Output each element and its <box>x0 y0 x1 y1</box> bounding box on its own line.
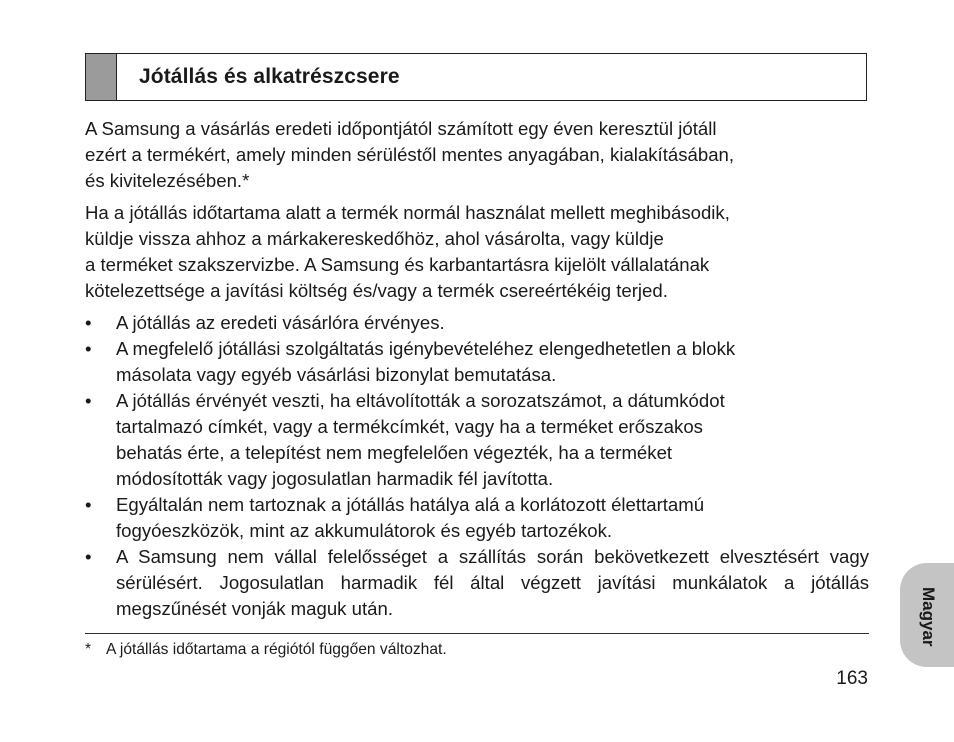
paragraph-line: A Samsung a vásárlás eredeti időpontjától számított egy éven keresztül jótáll <box>85 118 717 139</box>
list-item <box>85 492 869 544</box>
list-item-line: módosították vagy jogosulatlan harmadik fél javította. <box>116 468 554 489</box>
bullet-icon: • <box>85 494 92 515</box>
list-item-line: Egyáltalán nem tartoznak a jótállás hatálya alá a korlátozott élettartamú <box>116 494 705 515</box>
list-item-line: behatás érte, a telepítést nem megfelelően végezték, ha a terméket <box>116 442 673 463</box>
paragraph-line: a terméket szakszervizbe. A Samsung és karbantartásra kijelölt vállalatának <box>85 254 710 275</box>
list-item <box>85 310 869 336</box>
paragraph-warranty-period <box>85 116 869 194</box>
language-tab-label: Magyar <box>919 587 938 647</box>
body-content <box>85 116 869 622</box>
section-header-accent-bar <box>86 54 117 100</box>
paragraph-line: és kivitelezésében.* <box>85 170 250 191</box>
list-item-line: A jótállás az eredeti vásárlóra érvényes. <box>116 312 445 333</box>
footnote-divider <box>85 633 869 634</box>
paragraph-line: kötelezettsége a javítási költség és/vagy a termék csereértékéig terjed. <box>85 280 668 301</box>
footnote-text: A jótállás időtartama a régiótól függően változhat. <box>106 641 447 658</box>
paragraph-line: Ha a jótállás időtartama alatt a termék normál használat mellett meghibásodik, <box>85 202 730 223</box>
warranty-conditions-list <box>85 310 869 622</box>
list-item-line: fogyóeszközök, mint az akkumulátorok és egyéb tartozékok. <box>116 520 613 541</box>
language-side-tab <box>900 563 954 667</box>
list-item <box>85 388 869 492</box>
page-number: 163 <box>836 668 868 689</box>
paragraph-warranty-claim <box>85 200 869 304</box>
bullet-icon: • <box>85 390 92 411</box>
list-item-line: A jótállás érvényét veszti, ha eltávolították a sorozatszámot, a dátumkódot <box>116 390 725 411</box>
footnote <box>85 640 447 660</box>
list-item-line: tartalmazó címkét, vagy a termékcímkét, vagy ha a terméket erőszakos <box>116 416 703 437</box>
list-item-line: másolata vagy egyéb vásárlási bizonylat bemutatása. <box>116 364 557 385</box>
section-header <box>85 53 867 101</box>
paragraph-line: küldje vissza ahhoz a márkakereskedőhöz, ahol vásárolta, vagy küldje <box>85 228 664 249</box>
list-item-text: A Samsung nem vállal felelősséget a szállítás során bekövetkezett elvesztésért vagy sérülésért. Jogosulatlan harmadik fél által végzett javítási munkálatok a jótállás megszűnését vonják maguk után. <box>116 546 869 619</box>
bullet-icon: • <box>85 312 92 333</box>
list-item-line: A megfelelő jótállási szolgáltatás igénybevételéhez elengedhetetlen a blokk <box>116 338 736 359</box>
list-item <box>85 336 869 388</box>
list-item <box>85 544 869 622</box>
paragraph-line: ezért a termékért, amely minden sérüléstől mentes anyagában, kialakításában, <box>85 144 735 165</box>
section-title: Jótállás és alkatrészcsere <box>139 65 400 88</box>
bullet-icon: • <box>85 546 92 567</box>
footnote-marker: * <box>85 641 92 658</box>
bullet-icon: • <box>85 338 92 359</box>
